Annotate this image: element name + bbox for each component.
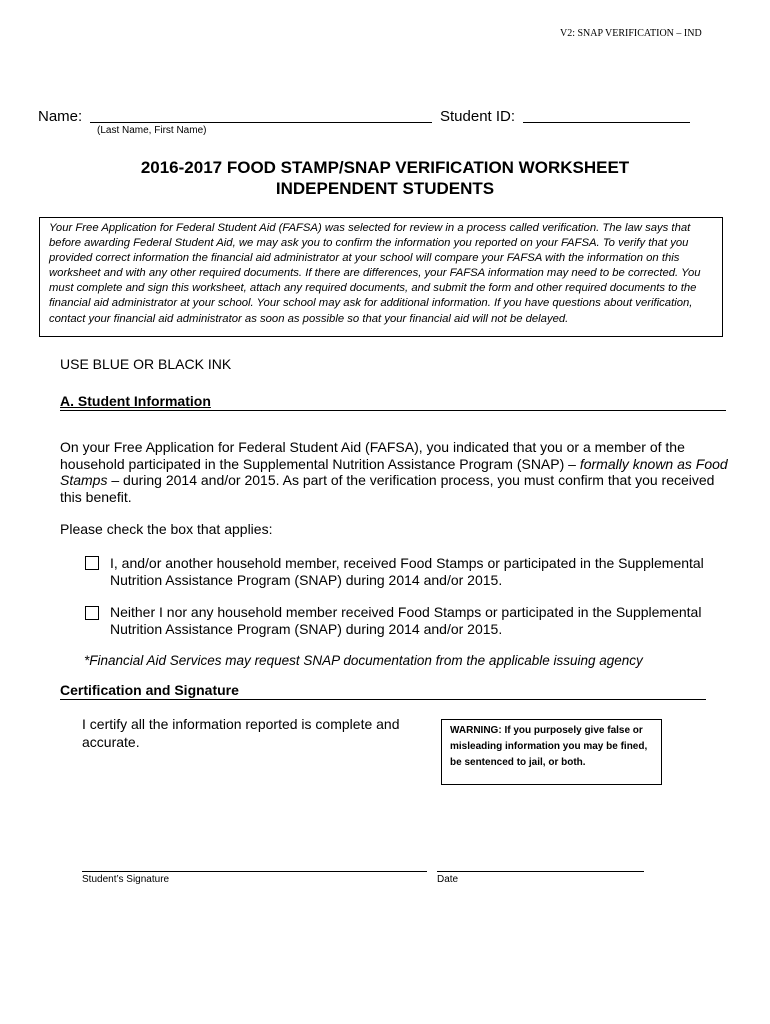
certification-heading [60, 682, 706, 700]
received-snap-label: I, and/or another household member, received Food Stamps or participated in the Supplemental Nutrition Assistance Program (SNAP) during 2014 and/or 2015. [110, 555, 704, 588]
received-snap-checkbox[interactable] [85, 556, 99, 570]
certification-statement: I certify all the information reported is complete and accurate. [82, 716, 400, 750]
documentation-note: *Financial Aid Services may request SNAP documentation from the applicable issuing agency [84, 653, 643, 668]
student-id-label: Student ID: [440, 108, 516, 125]
date-field[interactable] [437, 871, 644, 872]
no-snap-checkbox[interactable] [85, 606, 99, 620]
name-label: Name: [38, 108, 83, 125]
form-code: V2: SNAP VERIFICATION – IND [560, 28, 702, 39]
ink-instruction: USE BLUE OR BLACK INK [60, 356, 232, 372]
title-line-1: 2016-2017 FOOD STAMP/SNAP VERIFICATION WORKSHEET [140, 158, 630, 177]
page-title [0, 157, 770, 199]
snap-paragraph [60, 439, 728, 505]
intro-text: Your Free Application for Federal Student Aid (FAFSA) was selected for review in a process called verification. The law says that before awarding Federal Student Aid, we may ask you to confirm the information you reported on your FAFSA. To verify that you provided correct information the financial aid administrator at your school will compare your FAFSA with the information on this worksheet and with any other required documents. If there are differences, your FAFSA information may need to be corrected. You must complete and sign this worksheet, attach any required documents, and submit the form and other required documents to the financial aid administrator at your school. Your school may ask for additional information. If you have questions about verification, contact your financial aid administrator as soon as possible so that your financial aid will not be delayed. [49, 222, 701, 325]
name-hint: (Last Name, First Name) [97, 125, 207, 136]
para-italic: formally known as Food Stamps [60, 455, 728, 488]
intro-box [39, 217, 723, 337]
para-part-2: – during 2014 and/or 2015. As part of the verification process, you must confirm that you received this benefit. [60, 472, 715, 505]
signature-label: Student’s Signature [82, 874, 170, 885]
no-snap-label: Neither I nor any household member received Food Stamps or participated in the Supplemental Nutrition Assistance Program (SNAP) during 2014 and/or 2015. [110, 604, 702, 637]
section-a-heading-text: A. Student Information [60, 393, 211, 409]
warning-text: WARNING: If you purposely give false or misleading information you may be fined, be sentenced to jail, or both. [450, 725, 648, 768]
section-a-heading [60, 393, 726, 411]
signature-field[interactable] [82, 871, 427, 872]
date-label: Date [437, 874, 459, 885]
name-field[interactable] [90, 122, 432, 123]
title-line-2: INDEPENDENT STUDENTS [275, 179, 495, 198]
warning-box [441, 719, 662, 785]
check-prompt: Please check the box that applies: [60, 521, 273, 537]
student-id-field[interactable] [523, 122, 690, 123]
certification-heading-text: Certification and Signature [60, 682, 239, 698]
para-part-1: On your Free Application for Federal Student Aid (FAFSA), you indicated that you or a member of the household participated in the Supplemental Nutrition Assistance Program (SNAP) – [60, 439, 685, 472]
